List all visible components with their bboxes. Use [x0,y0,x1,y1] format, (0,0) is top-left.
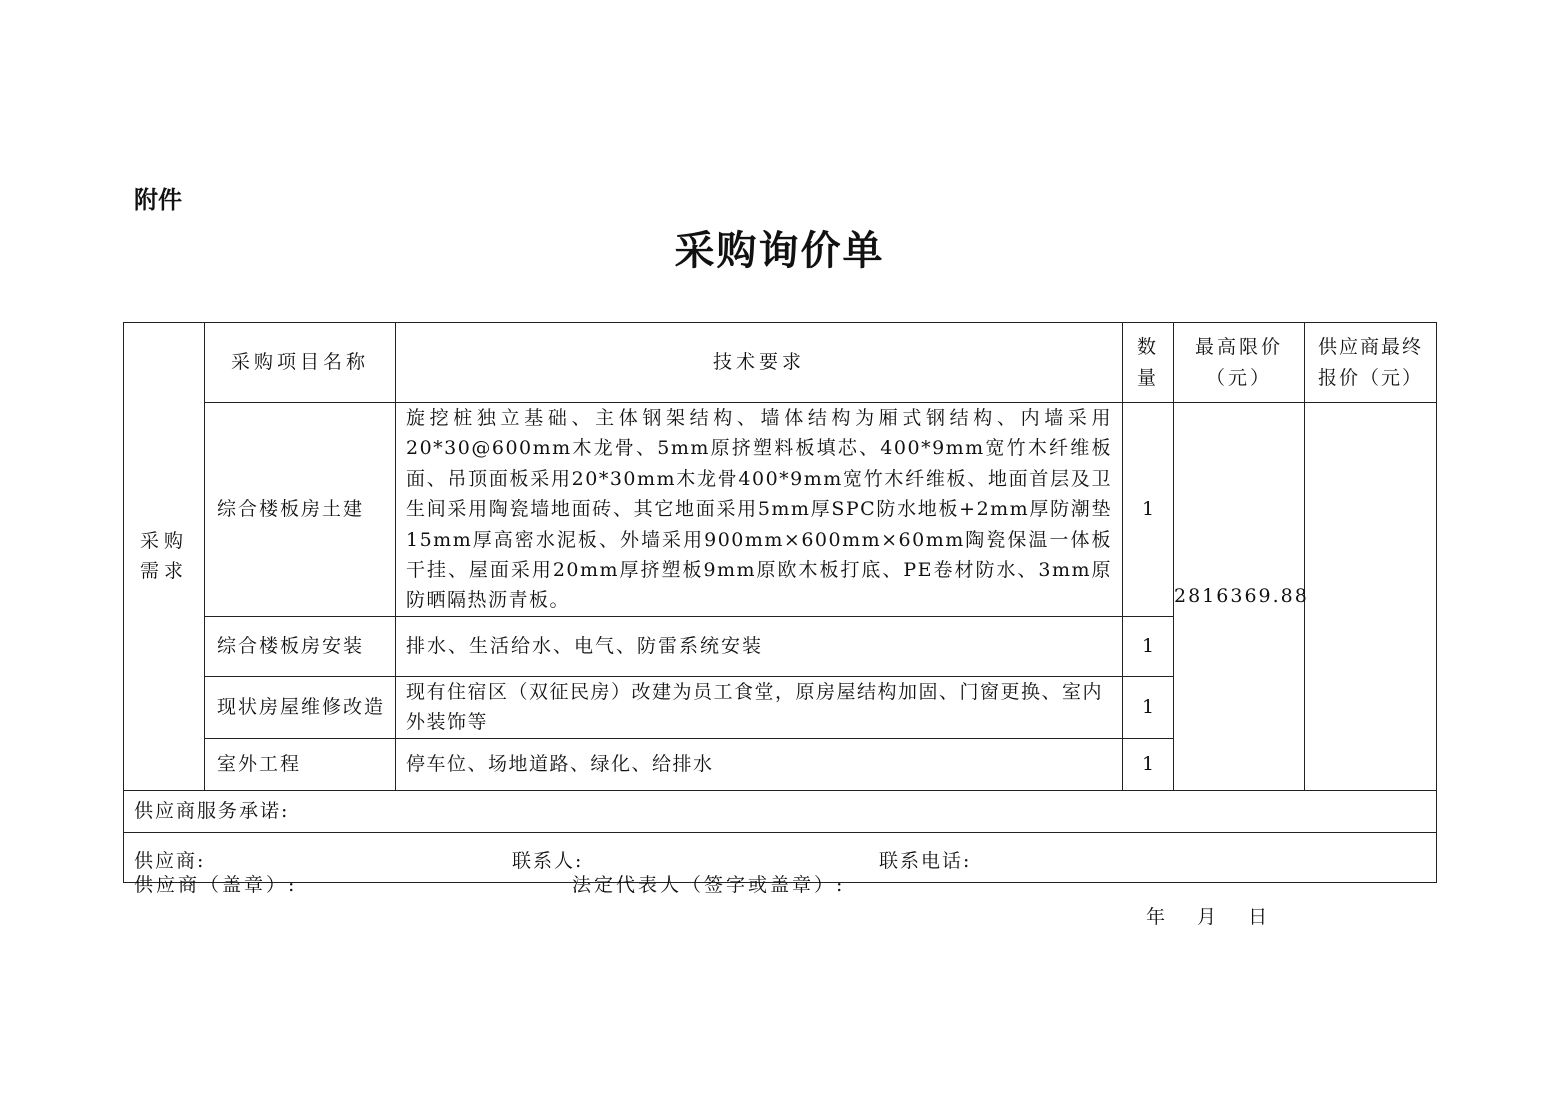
row-2-name: 综合楼板房安装 [205,616,396,676]
row-3-tech: 现有住宿区（双征民房）改建为员工食堂，原房屋结构加固、门窗更换、室内外装饰等 [396,676,1123,738]
row-1-tech: 旋挖桩独立基础、主体钢架结构、墙体结构为厢式钢结构、内墙采用20*30@600mm木龙骨、5mm原挤塑料板填芯、400*9mm宽竹木纤维板面、吊顶面板采用20*30mm木龙骨400*9mm宽竹木纤维板、地面首层及卫生间采用陶瓷墙地面砖、其它地面采用5mm厚SPC防水地板+2mm厚防潮垫15mm厚高密水泥板、外墙采用900mm×600mm×60mm陶瓷保温一体板干挂、屋面采用20mm厚挤塑板9mm原欧木板打底、PE卷材防水、3mm原防晒隔热沥青板。 [396,403,1123,617]
date-month: 月 [1197,906,1217,928]
header-item-name: 采购项目名称 [205,323,396,403]
header-final-quote [1305,323,1437,403]
attachment-label: 附件 [134,186,182,214]
phone-field[interactable]: 联系电话: [879,849,972,872]
table-row [124,403,1437,617]
final-quote-cell[interactable] [1305,403,1437,791]
section-label-cell [124,323,205,791]
header-max-price-line-2: （元） [1205,366,1272,389]
header-max-price-line-1: 最高限价 [1194,336,1283,359]
header-qty-line-2: 量 [1136,366,1159,389]
header-final-quote-line-2: 报价（元） [1317,366,1423,389]
supplier-seal-field[interactable]: 供应商（盖章）: [134,874,298,896]
max-price-cell: 2816369.88 [1174,403,1305,791]
service-commitment-label: 供应商服务承诺: [134,799,290,822]
header-qty [1123,323,1174,403]
quotation-table [123,322,1437,883]
row-2-qty: 1 [1123,616,1174,676]
legal-rep-signature-field[interactable]: 法定代表人（签字或盖章）: [572,874,846,896]
header-final-quote-line-1: 供应商最终 [1317,336,1423,359]
header-tech: 技术要求 [396,323,1123,403]
row-4-tech: 停车位、场地道路、绿化、给排水 [396,738,1123,790]
row-4-name: 室外工程 [205,738,396,790]
date-day: 日 [1248,906,1268,928]
table-header-row [124,323,1437,403]
row-1-qty: 1 [1123,403,1174,617]
contact-field[interactable]: 联系人: [512,849,584,872]
row-3-name: 现状房屋维修改造 [205,676,396,738]
header-qty-line-1: 数 [1136,336,1159,359]
page-title: 采购询价单 [674,227,885,274]
date-year: 年 [1146,906,1166,928]
row-2-tech: 排水、生活给水、电气、防雷系统安装 [396,616,1123,676]
row-3-qty: 1 [1123,676,1174,738]
row-4-qty: 1 [1123,738,1174,790]
service-commitment-field[interactable] [124,790,1437,832]
date-field[interactable] [1146,902,1293,929]
row-1-name: 综合楼板房土建 [205,403,396,617]
header-max-price [1174,323,1305,403]
section-label-line-1: 采购 [139,529,188,552]
supplier-field[interactable]: 供应商: [134,849,206,872]
service-commitment-row [124,790,1437,832]
section-label-line-2: 需求 [139,560,188,583]
